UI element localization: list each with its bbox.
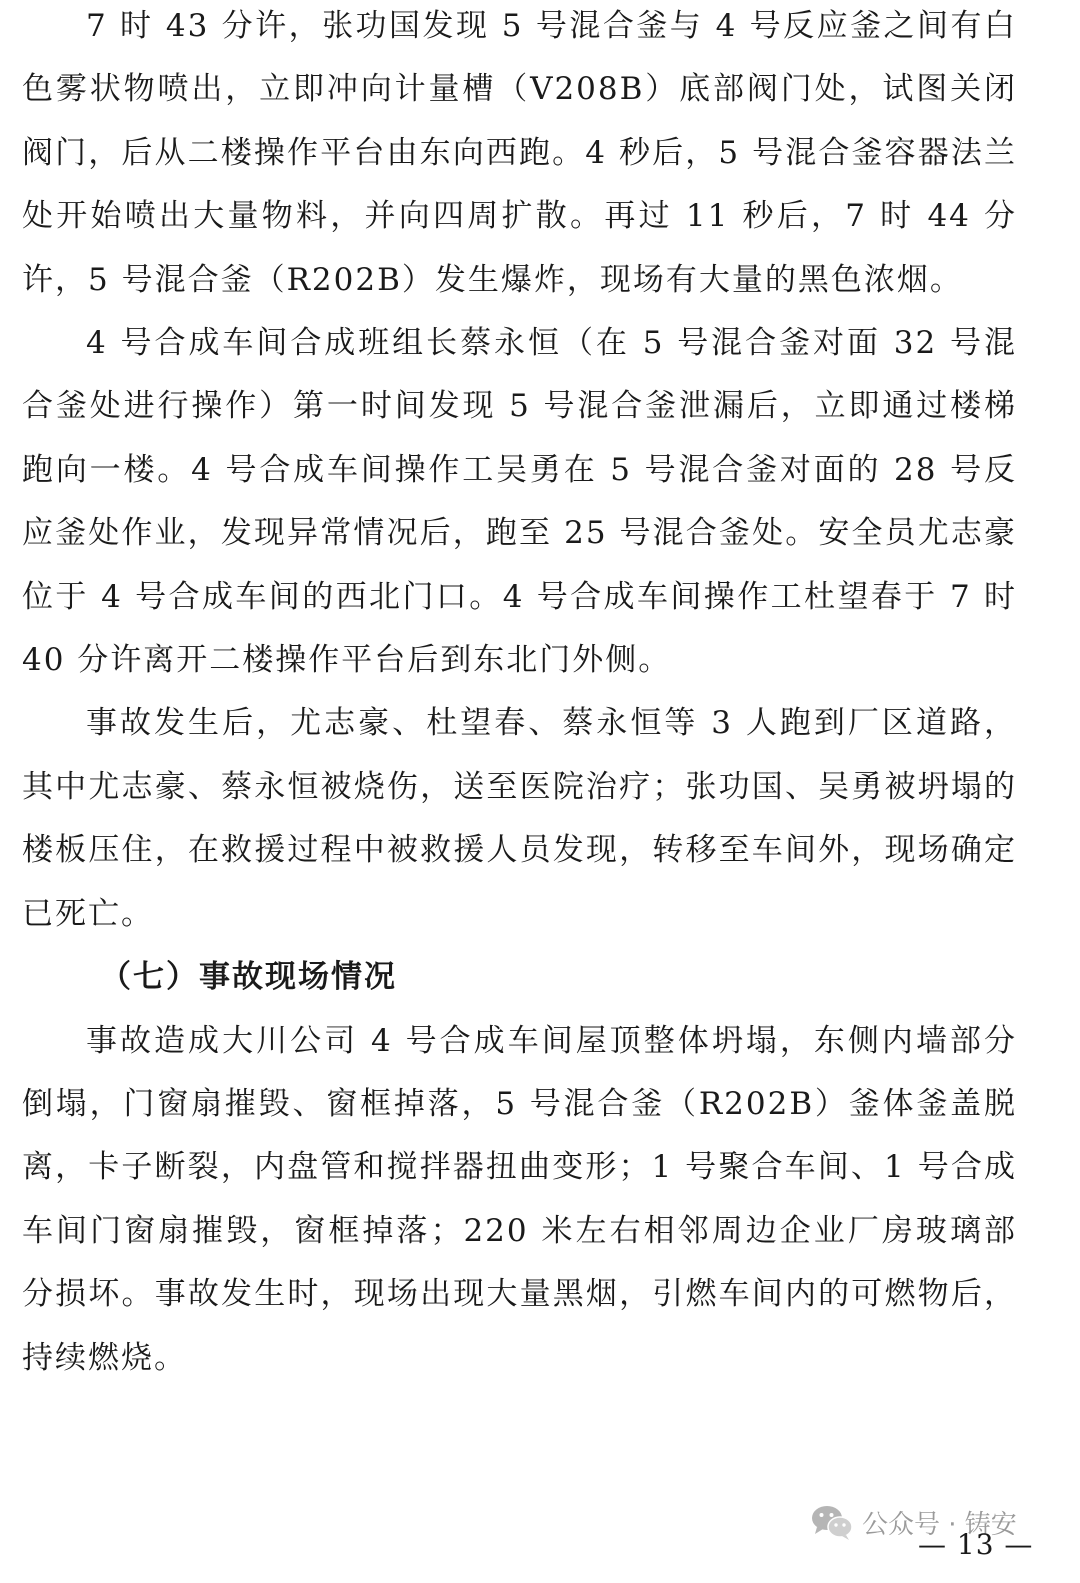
page-number: — 13 — <box>918 1528 1034 1561</box>
paragraph-personnel-positions: 4 号合成车间合成班组长蔡永恒（在 5 号混合釜对面 32 号混合釜处进行操作）第一时间发现 5 号混合釜泄漏后，立即通过楼梯跑向一楼。4 号合成车间操作工吴勇在 5 号混合釜对面的 28 号反应釜处作业，发现异常情况后，跑至 25 号混合釜处。安全员尤志豪位于 4 号合成车间的西北门口。4 号合成车间操作工杜望春于 7 时 40 分许离开二楼操作平台后到东北门外侧。 <box>22 325 1017 679</box>
paragraph-casualties: 事故发生后，尤志豪、杜望春、蔡永恒等 3 人跑到厂区道路，其中尤志豪、蔡永恒被烧伤，送至医院治疗；张功国、吴勇被坍塌的楼板压住，在救援过程中被救援人员发现，转移至车间外，现场确定已死亡。 <box>22 705 1017 932</box>
paragraph-scene-damage: 事故造成大川公司 4 号合成车间屋顶整体坍塌，东侧内墙部分倒塌，门窗扇摧毁、窗框掉落，5 号混合釜（R202B）釜体釜盖脱离，卡子断裂，内盘管和搅拌器扭曲变形；1 号聚合车间、1 号合成车间门窗扇摧毁，窗框掉落；220 米左右相邻周边企业厂房玻璃部分损坏。事故发生时，现场出现大量黑烟，引燃车间内的可燃物后，持续燃烧。 <box>22 1022 1017 1376</box>
document-body <box>22 0 1017 1390</box>
paragraph-explosion-timeline: 7 时 43 分许，张功国发现 5 号混合釜与 4 号反应釜之间有白色雾状物喷出，立即冲向计量槽（V208B）底部阀门处，试图关闭阀门，后从二楼操作平台由东向西跑。4 秒后，5 号混合釜容器法兰处开始喷出大量物料，并向四周扩散。再过 11 秒后，7 时 44 分许，5 号混合釜（R202B）发生爆炸，现场有大量的黑色浓烟。 <box>22 8 1017 298</box>
wechat-icon <box>810 1502 854 1542</box>
section-heading: （七）事故现场情况 <box>100 959 397 996</box>
watermark-text: 公众号 · 铸安 <box>862 1509 1017 1540</box>
